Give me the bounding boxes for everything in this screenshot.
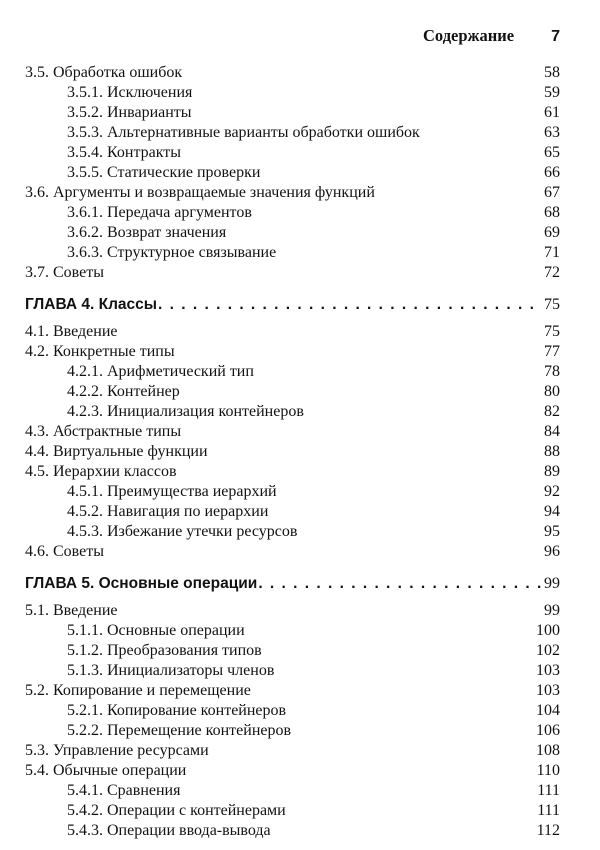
toc-entry-title: 3.5.3. Альтернативные варианты обработки ошибок [67,124,420,141]
toc-entry-title: 5.1. Введение [25,602,118,619]
toc-entry-page: 96 [544,543,560,560]
dot-leader [158,295,541,315]
toc-entry-title: 3.6.2. Возврат значения [67,224,227,241]
toc-entry [25,781,560,801]
toc-entry [25,342,560,362]
toc-entry [25,203,560,223]
toc-entry-title: 4.5.3. Избежание утечки ресурсов [67,523,298,540]
toc-entry-page: 92 [544,483,560,500]
page-header [25,26,560,47]
toc-entry-page: 88 [544,443,560,460]
toc-entry [25,263,560,283]
toc-chapter-heading [25,295,560,315]
toc-entry-title: ГЛАВА 5. Основные операции [25,575,258,592]
toc-entry-page: 58 [544,64,560,81]
toc-entry-title: 4.1. Введение [25,323,118,340]
toc-entry [25,163,560,183]
toc-entry [25,502,560,522]
toc-entry-page: 111 [537,802,560,819]
toc-entry-page: 103 [536,662,560,679]
toc-entry-title: 3.6. Аргументы и возвращаемые значения функций [25,184,375,201]
toc-entry-title: 3.5. Обработка ошибок [25,64,183,81]
toc-entry-title: 5.1.1. Основные операции [67,622,245,639]
toc-entry-page: 66 [544,164,560,181]
toc-entry-title: 4.3. Абстрактные типы [25,423,182,440]
toc-entry [25,103,560,123]
toc-entry-title: 5.2. Копирование и перемещение [25,682,251,699]
toc-entry-page: 82 [544,403,560,420]
toc-entry [25,183,560,203]
toc-entry-page: 89 [544,463,560,480]
toc-entry-title: 4.2.3. Инициализация контейнеров [67,403,304,420]
toc-entry [25,442,560,462]
toc-entry-title: 5.4. Обычные операции [25,762,187,779]
toc-entry [25,362,560,382]
toc-chapter-heading [25,574,560,594]
toc-entry-title: 4.5.1. Преимущества иерархий [67,483,277,500]
toc-entry [25,721,560,741]
toc-entry-page: 99 [544,602,560,619]
toc-entry-page: 69 [544,224,560,241]
toc-entry [25,641,560,661]
toc-entry-title: 5.2.2. Перемещение контейнеров [67,722,292,739]
toc-entry [25,741,560,761]
toc-entry-page: 103 [536,682,560,699]
toc-entry-page: 77 [544,343,560,360]
toc-entry [25,621,560,641]
toc-entry-page: 59 [544,84,560,101]
toc-entry-page: 75 [544,296,560,313]
toc-entry-title: 5.1.3. Инициализаторы членов [67,662,275,679]
toc-entry-page: 94 [544,503,560,520]
toc-entry-title: 4.6. Советы [25,543,104,560]
dot-leader [258,574,541,594]
toc-entry-page: 72 [544,264,560,281]
toc-entry-title: 5.3. Управление ресурсами [25,742,209,759]
toc-entry-page: 100 [536,622,560,639]
toc-entry-page: 80 [544,383,560,400]
toc-entry-title: 3.5.2. Инварианты [67,104,192,121]
toc-entry-title: 5.4.1. Сравнения [67,782,181,799]
toc-entry [25,382,560,402]
toc-entry-page: 68 [544,204,560,221]
toc-entry [25,821,560,841]
toc-list [25,63,560,841]
toc-entry [25,681,560,701]
toc-entry-page: 61 [544,104,560,121]
toc-entry-title: 3.5.4. Контракты [67,144,182,161]
toc-entry-title: 4.2.2. Контейнер [67,383,180,400]
toc-entry-title: 4.5.2. Навигация по иерархии [67,503,269,520]
toc-entry [25,601,560,621]
toc-entry-title: 3.5.5. Статические проверки [67,164,261,181]
toc-entry-title: ГЛАВА 4. Классы [25,296,158,313]
page-number-folio: 7 [551,28,560,45]
toc-entry-title: 3.6.3. Структурное связывание [67,244,277,261]
toc-entry [25,223,560,243]
toc-entry [25,123,560,143]
toc-entry-page: 67 [544,184,560,201]
toc-entry-title: 4.4. Виртуальные функции [25,443,208,460]
toc-entry [25,462,560,482]
toc-entry-title: 4.2. Конкретные типы [25,343,175,360]
toc-entry [25,661,560,681]
toc-entry-page: 110 [536,762,560,779]
toc-entry [25,143,560,163]
toc-entry-page: 75 [544,323,560,340]
toc-entry-title: 4.2.1. Арифметический тип [67,363,254,380]
toc-entry [25,402,560,422]
toc-entry-title: 5.4.2. Операции с контейнерами [67,802,286,819]
toc-entry-page: 78 [544,363,560,380]
toc-entry-page: 99 [544,575,560,592]
toc-entry-title: 5.4.3. Операции ввода-вывода [67,822,271,839]
toc-entry [25,801,560,821]
toc-entry-page: 71 [544,244,560,261]
toc-entry-page: 65 [544,144,560,161]
toc-entry-page: 106 [536,722,560,739]
toc-entry [25,243,560,263]
toc-entry [25,761,560,781]
toc-entry [25,322,560,342]
toc-entry-page: 104 [536,702,560,719]
toc-entry-title: 3.5.1. Исключения [67,84,193,101]
toc-entry-page: 112 [536,822,560,839]
toc-entry [25,83,560,103]
toc-entry [25,701,560,721]
toc-entry-page: 95 [544,523,560,540]
running-head-title: Содержание [423,26,515,45]
toc-entry-page: 102 [536,642,560,659]
toc-entry [25,542,560,562]
toc-entry [25,522,560,542]
toc-entry-page: 111 [537,782,560,799]
toc-entry [25,482,560,502]
toc-entry [25,422,560,442]
toc-entry-title: 3.6.1. Передача аргументов [67,204,252,221]
toc-entry-page: 84 [544,423,560,440]
toc-entry-title: 5.2.1. Копирование контейнеров [67,702,287,719]
toc-entry-title: 3.7. Советы [25,264,104,281]
toc-entry-title: 4.5. Иерархии классов [25,463,177,480]
toc-entry [25,63,560,83]
toc-entry-page: 108 [536,742,560,759]
toc-entry-page: 63 [544,124,560,141]
toc-entry-title: 5.1.2. Преобразования типов [67,642,262,659]
